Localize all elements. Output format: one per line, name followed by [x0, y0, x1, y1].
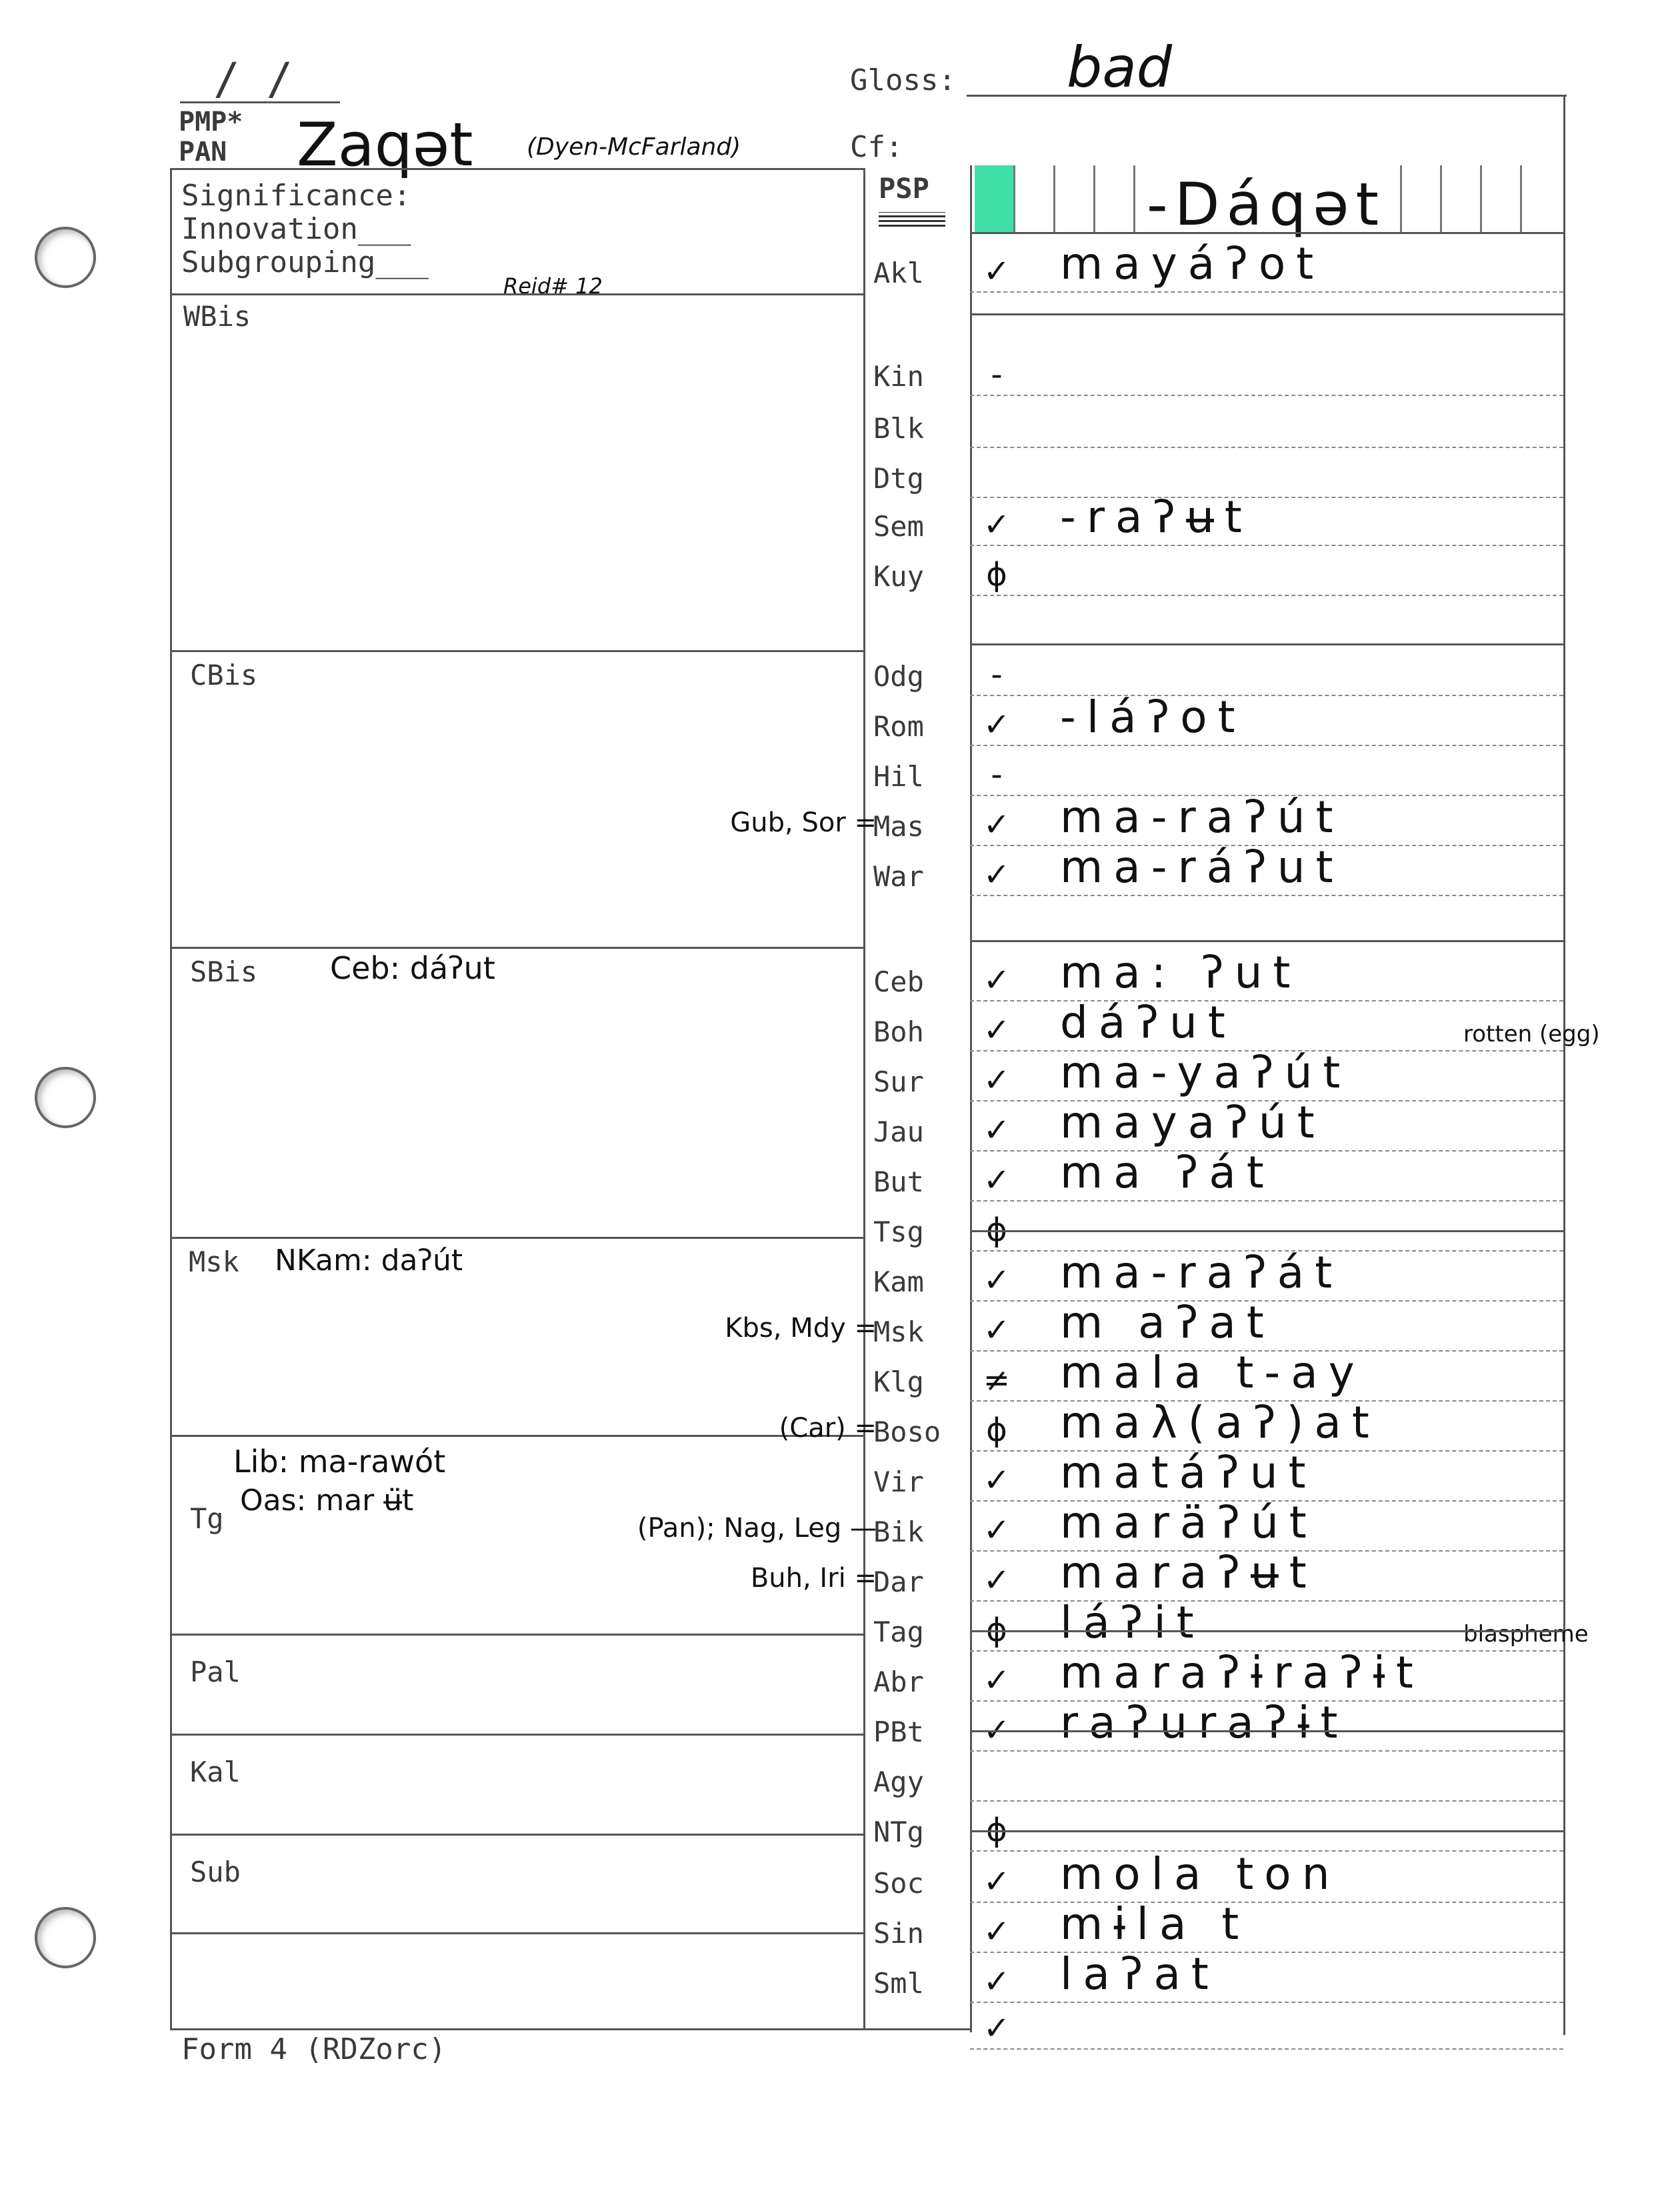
significance-separator: [170, 293, 863, 295]
row-mark-11: ✓: [983, 961, 1011, 999]
row-left-note-9: Gub, Sor =: [730, 807, 877, 838]
row-form-22: maräʔút: [1060, 1497, 1317, 1548]
row-mark-1: -: [991, 356, 1003, 393]
gloss-label: Gloss:: [850, 63, 956, 97]
row-mark-18: ✓: [983, 1312, 1011, 1349]
row-mark-22: ✓: [983, 1512, 1011, 1549]
row-language-6: Odg: [873, 660, 924, 693]
row-language-3: Dtg: [873, 462, 924, 495]
row-mark-25: ✓: [983, 1662, 1011, 1699]
punch-hole-bottom: [35, 1907, 96, 1968]
row-mark-28: ϕ: [986, 1812, 1007, 1849]
group-separator-6: [970, 1830, 1563, 1832]
row-form-4: -raʔʉt: [1060, 491, 1253, 543]
section-wbis: WBis: [183, 300, 251, 333]
row-rule-31: [970, 2002, 1563, 2003]
row-form-19: mala t-ay: [1060, 1347, 1365, 1398]
row-mark-10: ✓: [983, 856, 1011, 893]
section-separator-4: [170, 1435, 863, 1437]
gloss-underline: [967, 95, 1567, 97]
psp-form: -Dáqət: [1147, 170, 1385, 239]
section-pal: Pal: [190, 1656, 241, 1688]
row-language-30: Sin: [873, 1917, 924, 1950]
row-mark-0: ✓: [983, 253, 1011, 290]
section-separator-5: [170, 1634, 863, 1636]
row-rule-30: [970, 1952, 1563, 1953]
row-form-14: mayaʔút: [1060, 1097, 1325, 1148]
psp-cell: [1053, 165, 1095, 232]
row-form-25: maraʔɨraʔɨt: [1060, 1647, 1424, 1698]
row-mark-32: ✓: [983, 2010, 1011, 2047]
row-language-27: Agy: [873, 1766, 924, 1798]
row-mark-23: ✓: [983, 1562, 1011, 1599]
row-rule-3: [970, 497, 1563, 498]
row-mark-7: ✓: [983, 706, 1011, 743]
row-mark-20: ϕ: [986, 1412, 1007, 1449]
section-separator-6: [170, 1734, 863, 1736]
section-separator-3: [170, 1237, 863, 1239]
bottom-border: [170, 2028, 970, 2030]
row-form-9: ma-raʔút: [1060, 791, 1344, 843]
section-cbis: CBis: [190, 659, 258, 691]
row-mark-29: ✓: [983, 1863, 1011, 1900]
row-form-11: ma: ʔut: [1060, 947, 1301, 998]
row-mark-24: ϕ: [986, 1612, 1007, 1649]
row-form-7: -láʔot: [1060, 691, 1246, 743]
row-rule-32: [970, 2048, 1563, 2050]
section-kal: Kal: [190, 1756, 241, 1788]
psp-cell: [1480, 165, 1522, 232]
row-language-1: Kin: [873, 360, 924, 393]
row-language-2: Blk: [873, 412, 924, 445]
row-language-19: Klg: [873, 1366, 924, 1398]
psp-strikeout: [879, 212, 945, 227]
subgrouping-label: Subgrouping___: [181, 245, 429, 279]
row-language-24: Tag: [873, 1616, 924, 1648]
tg-note-lib: Lib: ma-rawót: [233, 1444, 446, 1480]
row-left-note-23: Buh, Iri =: [750, 1563, 877, 1594]
row-mark-30: ✓: [983, 1913, 1011, 1950]
group-separator-5: [970, 1730, 1563, 1732]
group-separator-0: [970, 313, 1563, 315]
psp-cell: [1013, 165, 1055, 232]
row-mark-14: ✓: [983, 1112, 1011, 1149]
row-language-5: Kuy: [873, 560, 924, 593]
group-separator-1: [970, 643, 1563, 645]
section-separator-8: [170, 1932, 863, 1934]
row-rule-11: [970, 1000, 1563, 1001]
psp-row-bottom: [970, 232, 1563, 234]
row-right-note-12: rotten (egg): [1463, 1021, 1600, 1047]
section-separator-2: [170, 947, 863, 949]
row-language-10: War: [873, 860, 924, 893]
row-mark-21: ✓: [983, 1462, 1011, 1499]
row-form-21: matáʔut: [1060, 1447, 1317, 1498]
innovation-label: Innovation___: [181, 212, 411, 246]
gloss-value: bad: [1067, 35, 1173, 100]
msk-note: NKam: daʔút: [275, 1244, 463, 1278]
row-language-12: Boh: [873, 1015, 924, 1048]
psp-cell: [1520, 165, 1562, 232]
row-mark-17: ✓: [983, 1262, 1011, 1299]
row-form-15: ma ʔát: [1060, 1147, 1275, 1198]
pan-label: PAN: [179, 137, 227, 167]
row-language-7: Rom: [873, 710, 924, 743]
row-form-30: mɨla t: [1060, 1898, 1250, 1950]
row-language-15: But: [873, 1166, 924, 1198]
row-rule-15: [970, 1200, 1563, 1202]
row-form-18: m aʔat: [1060, 1297, 1275, 1348]
reid-note: Reid# 12: [503, 273, 603, 299]
significance-label: Significance:: [181, 179, 411, 213]
row-form-10: ma-ráʔut: [1060, 841, 1344, 893]
row-language-18: Msk: [873, 1316, 924, 1348]
row-rule-27: [970, 1800, 1563, 1802]
row-mark-19: ≠: [983, 1362, 1011, 1399]
row-language-16: Tsg: [873, 1216, 924, 1248]
sbis-note: Ceb: dáʔut: [330, 950, 495, 986]
row-form-13: ma-yaʔút: [1060, 1047, 1351, 1098]
row-rule-5: [970, 595, 1563, 596]
date-underline: [180, 101, 340, 103]
group-separator-2: [970, 940, 1563, 942]
row-left-note-22: (Pan); Nag, Leg —: [637, 1513, 877, 1544]
row-language-28: NTg: [873, 1816, 924, 1848]
cf-label: Cf:: [850, 130, 903, 164]
row-language-25: Abr: [873, 1666, 924, 1698]
divider-form-column: [970, 165, 972, 2032]
row-form-26: raʔuraʔɨt: [1060, 1697, 1349, 1748]
right-border: [1563, 95, 1565, 2035]
psp-cell: [1400, 165, 1442, 232]
row-rule-23: [970, 1600, 1563, 1602]
row-rule-29: [970, 1902, 1563, 1903]
row-language-29: Soc: [873, 1867, 924, 1900]
row-language-20: Boso: [873, 1416, 941, 1448]
row-mark-26: ✓: [983, 1712, 1011, 1749]
row-mark-5: ϕ: [986, 556, 1007, 593]
row-language-0: Akl: [873, 257, 924, 289]
psp-label: PSP: [879, 172, 929, 205]
date-slashes: / /: [213, 53, 293, 105]
row-form-12: dáʔut: [1060, 997, 1236, 1048]
row-mark-4: ✓: [983, 506, 1011, 543]
form-footer: Form 4 (RDZorc): [181, 2032, 447, 2066]
row-mark-12: ✓: [983, 1011, 1011, 1049]
row-language-9: Mas: [873, 810, 924, 843]
row-form-23: maraʔʉt: [1060, 1547, 1317, 1598]
row-rule-6: [970, 695, 1563, 696]
row-mark-9: ✓: [983, 806, 1011, 843]
row-right-note-24: blaspheme: [1463, 1621, 1589, 1648]
section-separator-7: [170, 1834, 863, 1836]
section-separator-1: [170, 650, 863, 652]
row-rule-2: [970, 447, 1563, 448]
punch-hole-middle: [35, 1067, 96, 1128]
row-rule-1: [970, 395, 1563, 396]
row-language-23: Dar: [873, 1566, 924, 1598]
row-language-22: Bik: [873, 1516, 924, 1548]
section-sub: Sub: [190, 1856, 241, 1888]
row-form-17: ma-raʔát: [1060, 1247, 1343, 1298]
psp-cell: [1093, 165, 1135, 232]
row-language-4: Sem: [873, 510, 924, 543]
row-language-21: Vir: [873, 1466, 924, 1498]
row-language-13: Sur: [873, 1065, 924, 1098]
reconstruction-form: Zaqət: [297, 110, 473, 180]
row-left-note-18: Kbs, Mdy =: [725, 1313, 877, 1344]
row-mark-8: -: [991, 756, 1003, 793]
row-rule-7: [970, 745, 1563, 746]
section-sbis: SBis: [190, 955, 258, 988]
row-form-20: maλ(aʔ)at: [1060, 1397, 1380, 1448]
row-language-31: Sml: [873, 1967, 924, 2000]
row-form-29: mola ton: [1060, 1848, 1341, 1900]
row-language-11: Ceb: [873, 965, 924, 998]
row-language-17: Kam: [873, 1266, 924, 1298]
section-msk: Msk: [189, 1246, 239, 1278]
row-language-8: Hil: [873, 760, 924, 793]
group-separator-4: [970, 1630, 1563, 1632]
pmp-label: PMP*: [179, 107, 243, 137]
divider-center: [863, 168, 865, 2028]
row-mark-15: ✓: [983, 1162, 1011, 1199]
row-form-24: láʔit: [1060, 1597, 1205, 1648]
left-border: [170, 168, 172, 2028]
row-mark-6: -: [991, 656, 1003, 693]
row-form-31: laʔat: [1060, 1948, 1219, 2000]
row-left-note-20: (Car) =: [779, 1413, 877, 1444]
row-rule-0: [970, 291, 1563, 293]
tg-note-oas: Oas: mar ʉ̈t: [240, 1484, 414, 1518]
reconstruction-source: (Dyen-McFarland): [527, 133, 741, 161]
row-rule-26: [970, 1750, 1563, 1752]
row-rule-4: [970, 545, 1563, 546]
group-separator-3: [970, 1230, 1563, 1232]
psp-cell: [1440, 165, 1482, 232]
section-tg: Tg: [190, 1502, 224, 1535]
row-language-26: PBt: [873, 1716, 924, 1748]
row-mark-16: ϕ: [986, 1212, 1007, 1249]
row-mark-31: ✓: [983, 1963, 1011, 2000]
row-rule-10: [970, 895, 1563, 896]
row-language-14: Jau: [873, 1116, 924, 1148]
top-border-left: [170, 168, 863, 170]
row-form-0: mayáʔot: [1060, 238, 1325, 289]
row-mark-13: ✓: [983, 1061, 1011, 1099]
punch-hole-top: [35, 227, 96, 288]
psp-highlight-cell: [975, 165, 1013, 232]
